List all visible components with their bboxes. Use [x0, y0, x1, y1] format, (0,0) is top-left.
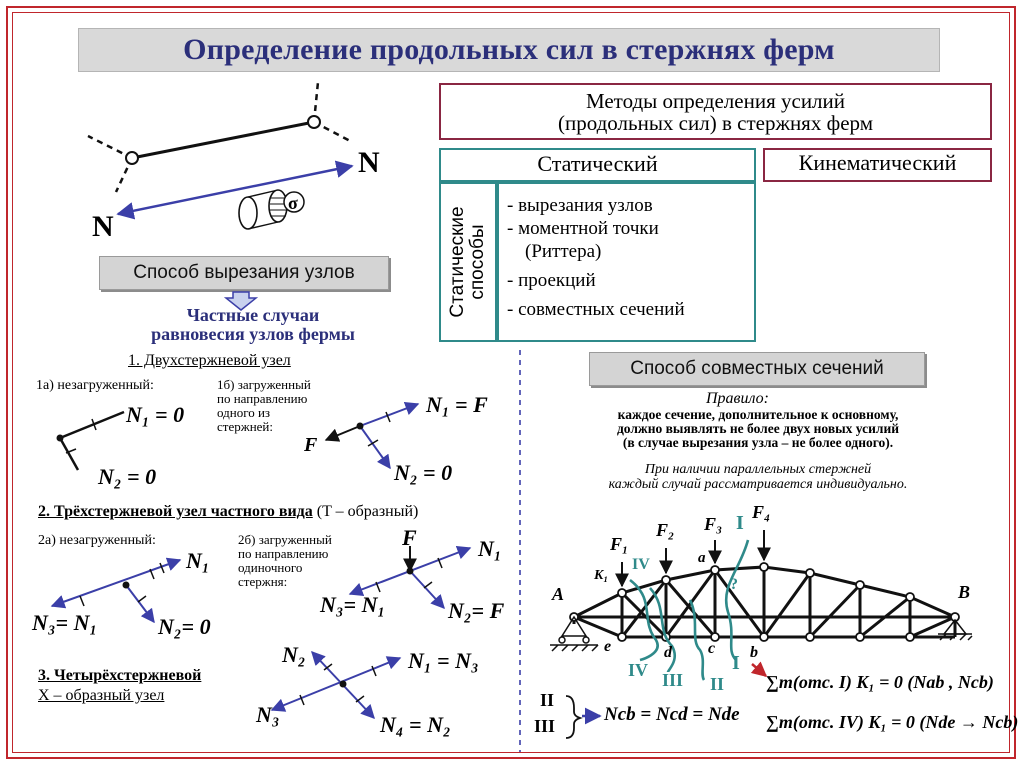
case2b-line: стержня:: [238, 574, 288, 589]
static-label: Статический: [537, 151, 658, 176]
rule-title: Правило:: [706, 390, 769, 407]
case2b-line: одиночного: [238, 560, 303, 575]
special-cases-heading: [120, 306, 386, 344]
methods-heading-line2: (продольных сил) в стержнях ферм: [557, 111, 873, 135]
section-IV-bottom: IV: [628, 660, 649, 680]
case3-line1: 3. Четырёхстержневой: [38, 667, 202, 684]
eq2a-n1: N₁: [186, 548, 210, 573]
rule-text: [560, 408, 956, 450]
eq3-n4: N₄ = N₂: [380, 712, 451, 737]
case3-line2: X – образный узел: [38, 687, 165, 704]
list-item: - совместных сечений: [507, 299, 685, 320]
case1b-line: одного из: [217, 405, 271, 420]
section-I-bottom: I: [732, 652, 740, 674]
case2a-label: 2а) незагруженный:: [38, 533, 156, 548]
truss-label-B: B: [958, 582, 971, 602]
eq-chain: Ncb = Ncd = Nde: [604, 704, 740, 725]
eq2b-n3: N₃= N₁: [320, 592, 386, 617]
case1-title: 1. Двухстержневой узел: [128, 352, 291, 369]
methods-heading-line1: Методы определения усилий: [585, 89, 846, 113]
page-title: Определение продольных сил в стержнях ферм: [183, 33, 835, 66]
section-I-top: I: [736, 512, 744, 534]
force-f-1b: F: [304, 434, 318, 456]
truss-label-F1: F₁: [610, 534, 629, 554]
section-II-bottom: II: [710, 674, 725, 694]
section-IV-top: IV: [632, 556, 650, 573]
truss-label-d: d: [664, 644, 672, 661]
case2b-label: [238, 533, 332, 589]
eq-moment-I: ∑m(отс. I) K₁ = 0 (Nab , Ncb): [766, 672, 994, 692]
list-item: (Риттера): [525, 241, 602, 262]
kinematic-label: Кинематический: [798, 150, 957, 175]
case1b-line: по направлению: [217, 391, 308, 406]
node-method-label: Способ вырезания узлов: [133, 262, 355, 283]
left-force-label: N: [92, 210, 114, 243]
section-III-bottom: III: [662, 670, 684, 690]
eq2b-f: F: [402, 525, 417, 550]
truss-label-F2: F₂: [656, 520, 675, 540]
list-item: - вырезания узлов: [507, 195, 653, 216]
truss-diagram: [574, 567, 955, 637]
case2b-line: 2б) загруженный: [238, 532, 332, 547]
eq3-n2: N₂: [282, 642, 306, 667]
special-cases-line2: равновесия узлов фермы: [151, 324, 355, 344]
eq-moment-IV: ∑m(отс. IV) K₁ = 0 (Nde → Ncb): [766, 712, 1019, 732]
case1b-node: [326, 404, 418, 468]
right-force-label: N: [358, 146, 380, 179]
truss-label-F3: F₃: [704, 514, 723, 534]
case2-title: [38, 503, 418, 521]
list-item: - проекций: [507, 270, 596, 291]
truss-label-question: ?: [730, 576, 738, 593]
list-item: - моментной точки: [507, 218, 659, 239]
note-line: каждый случай рассматривается индивидуально.: [608, 477, 908, 492]
truss-label-a: a: [698, 550, 706, 566]
eq-n2-zero: N₂ = 0: [98, 464, 157, 489]
member-figure: [88, 82, 352, 229]
case2b-line: по направлению: [238, 546, 329, 561]
case3-title: [38, 666, 201, 706]
truss-label-F4: F₄: [752, 502, 771, 522]
joint-sections-label: Способ совместных сечений: [630, 358, 884, 379]
case2-title-suffix: (T – образный): [316, 503, 419, 520]
case1b-label: [217, 378, 311, 434]
rule-line: каждое сечение, дополнительное к основному,: [617, 407, 899, 422]
eq3-n3: N₃: [256, 702, 280, 727]
case1b-line: 1б) загруженный: [217, 377, 311, 392]
note-text: [560, 462, 956, 492]
roman-brace: [566, 696, 580, 738]
case1a-label: 1а) незагруженный:: [36, 378, 154, 393]
eq2b-n1: N₁: [478, 536, 502, 561]
eq-n2-zero-b: N₂ = 0: [394, 460, 453, 485]
special-cases-line1: Частные случаи: [186, 305, 320, 325]
side-label-line2: способы: [467, 224, 488, 300]
section-pointer-arrow: [752, 664, 766, 676]
truss-label-A: A: [552, 584, 565, 604]
truss-label-b: b: [750, 644, 758, 661]
truss-label-e: e: [604, 638, 612, 655]
roman-II: II: [540, 690, 555, 710]
note-line: При наличии параллельных стержней: [644, 462, 872, 477]
case2-title-text: 2. Трёхстержневой узел частного вида: [38, 503, 313, 520]
case1b-line: стержней:: [217, 419, 273, 434]
truss-label-c: c: [708, 640, 716, 657]
case1a-node: [57, 412, 125, 470]
eq2b-n2: N₂= F: [448, 598, 505, 623]
eq3-n1: N₁ = N₃: [408, 648, 479, 673]
rule-line: (в случае вырезания узла – не более одного).: [622, 435, 894, 450]
eq2a-n2: N₂= 0: [158, 614, 211, 639]
rule-line: должно выявлять не более двух новых усилий: [616, 421, 900, 436]
eq-n1-zero: N₁ = 0: [126, 402, 185, 427]
truss-label-K1: K₁: [594, 568, 609, 583]
eq2a-n3: N₃= N₁: [32, 610, 98, 635]
side-label-line1: Статические: [447, 206, 468, 318]
stress-symbol: σ: [288, 193, 298, 213]
roman-III: III: [534, 716, 556, 736]
eq-n1-f: N₁ = F: [426, 392, 488, 417]
